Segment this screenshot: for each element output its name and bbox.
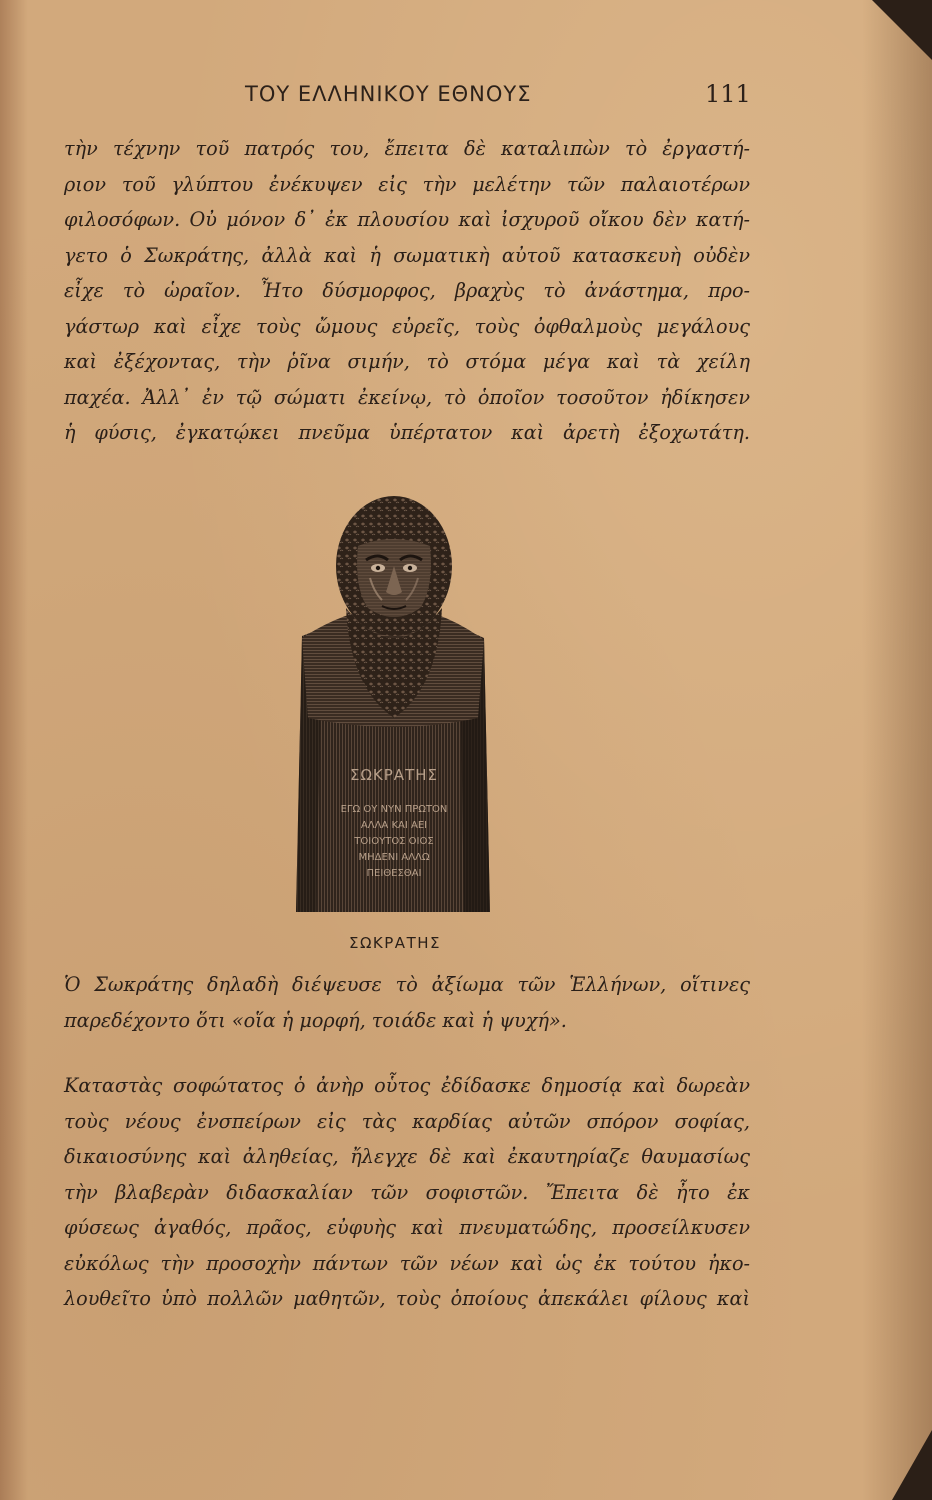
text-line: γετο ὁ Σωκράτης, ἀλλὰ καὶ ἡ σωματικὴ αὐτοῦ κατασκευὴ οὐδὲν xyxy=(64,243,750,267)
text-line: τὴν βλαβερὰν διδασκαλίαν τῶν σοφιστῶν. Ἔπειτα δὲ ἦτο ἐκ xyxy=(64,1180,750,1204)
text-line: παρεδέχοντο ὅτι «οἵα ἡ μορφή, τοιάδε καὶ ἡ ψυχή». xyxy=(64,1008,567,1032)
paragraph-2 xyxy=(64,967,750,1038)
page-gutter-shadow xyxy=(0,0,28,1500)
paragraph-3 xyxy=(64,1068,750,1317)
text-line: τοὺς νέους ἐνσπείρων εἰς τὰς καρδίας αὐτῶν σπόρον σοφίας, xyxy=(64,1109,750,1133)
text-line: γάστωρ καὶ εἶχε τοὺς ὤμους εὐρεῖς, τοὺς ὀφθαλμοὺς μεγάλους xyxy=(64,314,750,338)
text-line: ἡ φύσις, ἐγκατῴκει πνεῦμα ὑπέρτατον καὶ ἀρετὴ ἐξοχωτάτη. xyxy=(64,421,750,444)
text-line: ριον τοῦ γλύπτου ἐνέκυψεν εἰς τὴν μελέτην τῶν παλαιοτέρων xyxy=(64,172,750,196)
herm-inscription-name: ΣΩΚΡΑΤΗΣ xyxy=(349,766,439,784)
text-line: φύσεως ἀγαθός, πρᾶος, εὐφυὴς καὶ πνευματώδης, προσείλκυσεν xyxy=(64,1216,750,1239)
herm-inscription-line: ΕΓΩ ΟΥ ΝΥΝ ΠΡΩΤΟΝ xyxy=(340,804,448,815)
running-head: ΤΟΥ ΕΛΛΗΝΙΚΟΥ ΕΘΝΟΥΣ xyxy=(245,82,532,106)
text-line: εὐκόλως τὴν προσοχὴν πάντων τῶν νέων καὶ ὡς ἐκ τούτου ἠκο- xyxy=(64,1251,750,1275)
text-line: λουθεῖτο ὑπὸ πολλῶν μαθητῶν, τοὺς ὁποίους ἀπεκάλει φίλους καὶ xyxy=(64,1287,750,1310)
herm-inscription-line: ΑΛΛΑ ΚΑΙ ΑΕΙ xyxy=(360,820,428,831)
herm-inscription-line: ΤΟΙΟΥΤΟΣ ΟΙΟΣ xyxy=(354,836,434,847)
text-line: τὴν τέχνην τοῦ πατρός του, ἔπειτα δὲ καταλιπὼν τὸ ἐργαστή- xyxy=(64,137,750,160)
text-line: εἶχε τὸ ὡραῖον. Ἦτο δύσμορφος, βραχὺς τὸ ἀνάστημα, προ- xyxy=(64,279,750,302)
page-edge-shadow xyxy=(862,0,932,1500)
text-line: Καταστὰς σοφώτατος ὁ ἀνὴρ οὗτος ἐδίδασκε δημοσίᾳ καὶ δωρεὰν xyxy=(64,1074,750,1097)
socrates-bust-illustration xyxy=(288,488,500,912)
page-corner-tear-top xyxy=(872,0,932,60)
text-line: Ὁ Σωκράτης δηλαδὴ διέψευσε τὸ ἀξίωμα τῶν Ἑλλήνων, οἵτινες xyxy=(64,973,750,996)
text-line: παχέα. Ἀλλ᾽ ἐν τῷ σώματι ἐκείνῳ, τὸ ὁποῖον τοσοῦτον ἠδίκησεν xyxy=(64,385,750,409)
text-line: δικαιοσύνης καὶ ἀληθείας, ἤλεγχε δὲ καὶ ἐκαυτηρίαζε θαυμασίως xyxy=(64,1145,750,1168)
page-corner-tear-bottom xyxy=(892,1430,932,1500)
text-line: φιλοσόφων. Οὐ μόνον δ᾽ ἐκ πλουσίου καὶ ἰσχυροῦ οἴκου δὲν κατή- xyxy=(64,208,750,231)
page-number: 111 xyxy=(705,80,751,108)
figure-caption xyxy=(0,934,780,952)
paragraph-1 xyxy=(64,131,750,451)
herm-inscription-line: ΜΗΔΕΝΙ ΑΛΛΩ xyxy=(358,852,430,863)
figure-caption-text: ΣΩΚΡΑΤΗΣ xyxy=(348,934,441,952)
herm-inscription-line: ΠΕΙΘΕΣΘΑΙ xyxy=(366,868,422,879)
text-line: καὶ ἐξέχοντας, τὴν ῥῖνα σιμήν, τὸ στόμα μέγα καὶ τὰ χείλη xyxy=(64,350,750,373)
